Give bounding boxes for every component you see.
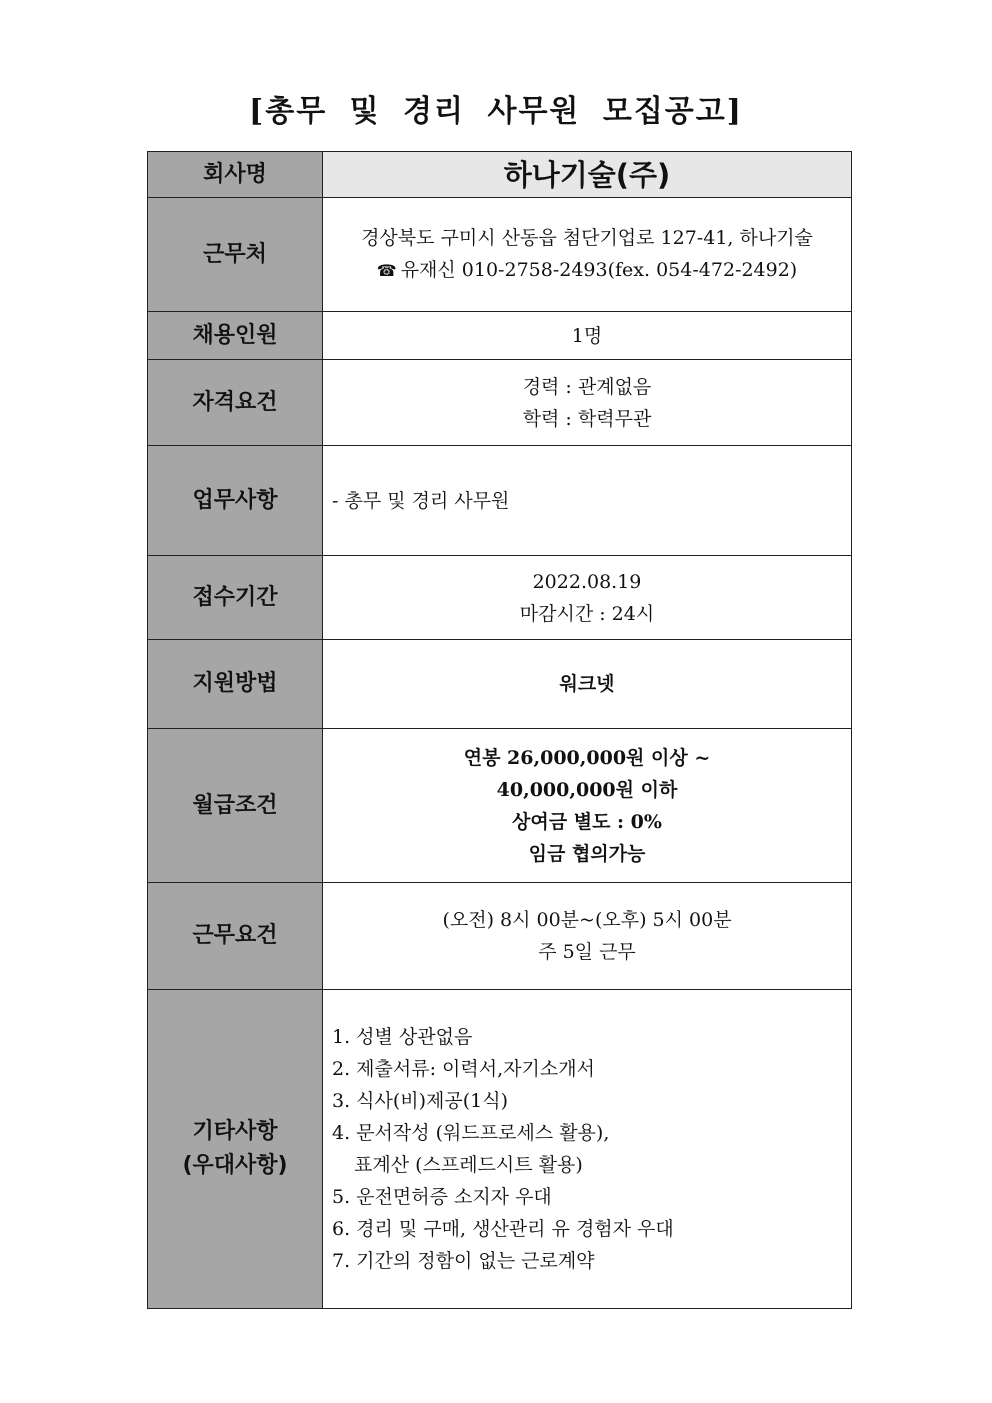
qualification-career: 경력 : 관계없음 — [522, 375, 652, 398]
etc-item: 1. 성별 상관없음 — [332, 1026, 473, 1048]
value-method: 워크넷 — [323, 640, 852, 729]
label-method: 지원방법 — [148, 640, 323, 729]
salary-line-2: 40,000,000원 이하 — [496, 778, 678, 801]
salary-line-1: 연봉 26,000,000원 이상 ~ — [463, 746, 711, 769]
value-period — [323, 556, 852, 640]
label-salary: 월급조건 — [148, 729, 323, 883]
label-etc-line-1: 기타사항 — [192, 1119, 278, 1144]
row-salary — [148, 729, 852, 883]
label-company: 회사명 — [148, 152, 323, 198]
row-headcount — [148, 312, 852, 360]
workplace-contact-line — [323, 254, 851, 287]
label-duties: 업무사항 — [148, 446, 323, 556]
value-salary — [323, 729, 852, 883]
document-title: [총무 및 경리 사무원 모집공고] — [249, 94, 743, 129]
value-qualifications — [323, 360, 852, 446]
value-headcount: 1명 — [323, 312, 852, 360]
period-deadline: 마감시간 : 24시 — [519, 602, 655, 625]
hours-time: (오전) 8시 00분~(오후) 5시 00분 — [442, 909, 732, 931]
qualification-education: 학력 : 학력무관 — [522, 407, 652, 430]
row-workplace — [148, 198, 852, 312]
label-hours: 근무요건 — [148, 883, 323, 990]
row-period — [148, 556, 852, 640]
row-company — [148, 152, 852, 198]
label-qualifications: 자격요건 — [148, 360, 323, 446]
value-company-name: 하나기술(주) — [323, 152, 852, 198]
label-period: 접수기간 — [148, 556, 323, 640]
value-workplace — [323, 198, 852, 312]
row-qualifications — [148, 360, 852, 446]
etc-item: 5. 운전면허증 소지자 우대 — [332, 1186, 552, 1208]
period-date: 2022.08.19 — [532, 570, 642, 593]
etc-item: 2. 제출서류: 이력서,자기소개서 — [332, 1058, 595, 1080]
value-duties: - 총무 및 경리 사무원 — [323, 446, 852, 556]
workplace-address: 경상북도 구미시 산동읍 첨단기업로 127-41, 하나기술 — [361, 227, 813, 249]
workplace-contact: 유재신 010-2758-2493(fex. 054-472-2492) — [400, 259, 798, 281]
value-hours — [323, 883, 852, 990]
etc-item-continuation: 표계산 (스프레드시트 활용) — [354, 1154, 583, 1176]
label-etc-line-2: (우대사항) — [182, 1153, 288, 1178]
label-etc — [148, 990, 323, 1309]
row-etc — [148, 990, 852, 1309]
hours-days: 주 5일 근무 — [538, 941, 636, 963]
salary-line-3: 상여금 별도 : 0% — [512, 810, 662, 833]
phone-icon: ☎ — [376, 261, 397, 280]
row-duties — [148, 446, 852, 556]
row-method — [148, 640, 852, 729]
row-hours — [148, 883, 852, 990]
etc-item: 7. 기간의 정함이 없는 근로계약 — [332, 1250, 595, 1272]
etc-item: 6. 경리 및 구매, 생산관리 유 경험자 우대 — [332, 1218, 674, 1240]
job-posting-table — [147, 151, 852, 1309]
etc-item: 4. 문서작성 (워드프로세스 활용), — [332, 1122, 610, 1144]
label-workplace: 근무처 — [148, 198, 323, 312]
etc-item: 3. 식사(비)제공(1식) — [332, 1090, 509, 1112]
label-headcount: 채용인원 — [148, 312, 323, 360]
value-etc — [323, 990, 852, 1309]
salary-line-4: 임금 협의가능 — [528, 842, 646, 865]
